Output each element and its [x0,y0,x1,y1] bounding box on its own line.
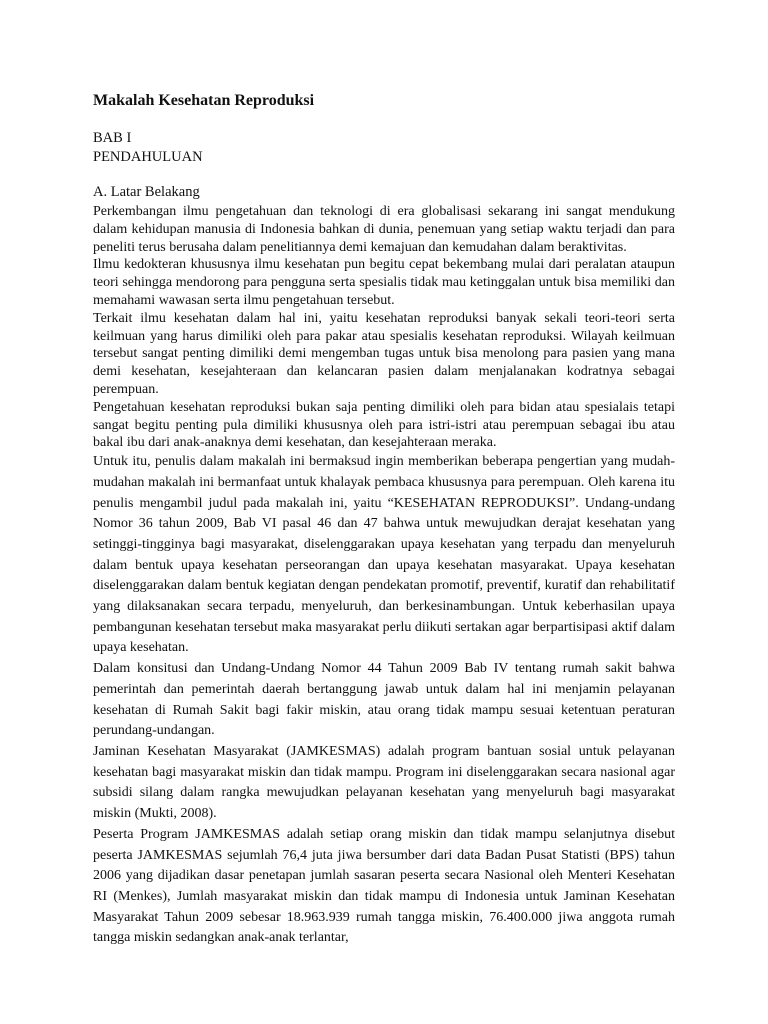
paragraph: Dalam konsitusi dan Undang-Undang Nomor 44 Tahun 2009 Bab IV tentang rumah sakit bahwa pemerintah dan pemerintah daerah bertanggung jawab untuk dalam hal ini menjamin pelayanan kesehatan di Rumah Sakit bagi fakir miskin, atau orang tidak mampu sesuai ketentuan peraturan perundang-undangan. [93,661,675,739]
body-text [93,203,675,949]
document-title: Makalah Kesehatan Reproduksi [93,92,315,109]
paragraph: Pengetahuan kesehatan reproduksi bukan saja penting dimiliki oleh para bidan atau spesialais tetapi sangat begitu penting pula dimiliki khususnya oleh para istri-istri atau perempuan sebagai ibu atau bakal ibu dari anak-anaknya demi kesehatan, dan kesejahteraan meraka. [93,399,675,451]
paragraph: Untuk itu, penulis dalam makalah ini bermaksud ingin memberikan beberapa pengertian yang mudah-mudahan makalah ini bermanfaat untuk khalayak pembaca khususnya para perempuan. Oleh karena itu penulis mengambil judul pada makalah ini, yaitu “KESEHATAN REPRODUKSI”. Undang-undang Nomor 36 tahun 2009, Bab VI pasal 46 dan 47 bahwa untuk mewujudkan derajat kesehatan yang setinggi-tingginya bagi masyarakat, diselenggarakan upaya kesehatan yang terpadu dan menyeluruh dalam bentuk upaya kesehatan perseorangan dan upaya kesehatan masyarakat. Upaya kesehatan diselenggarakan dalam bentuk kegiatan dengan pendekatan promotif, preventif, kuratif dan rehabilitatif yang dilaksanakan secara terpadu, menyeluruh, dan berkesinambungan. Untuk keberhasilan upaya pembangunan kesehatan tersebut maka masyarakat perlu diikuti sertakan agar berpartisipasi aktif dalam upaya kesehatan. [93,454,675,656]
paragraph: Ilmu kedokteran khususnya ilmu kesehatan pun begitu cepat bekembang mulai dari peralatan ataupun teori sehingga mendorong para pengguna serta spesialis tidak mau ketinggalan untuk bisa memiliki dan memahami wawasan serta ilmu pengetahuan tersebut. [93,257,675,308]
section-heading: A. Latar Belakang [93,184,200,200]
chapter-title: PENDAHULUAN [93,149,203,165]
chapter-label: BAB I [93,130,132,146]
paragraph: Perkembangan ilmu pengetahuan dan teknologi di era globalisasi sekarang ini sangat mendukung dalam kehidupan manusia di Indonesia bahkan di dunia, penemuan yang setiap waktu terjadi dan para peneliti terus berusaha dalam penelitiannya demi kemajuan dan kemudahan dalam beraktivitas. [93,204,675,255]
paragraph: Terkait ilmu kesehatan dalam hal ini, yaitu kesehatan reproduksi banyak sekali teori-teori serta keilmuan yang harus dimiliki oleh para pakar atau spesialis kesehatan reproduksi. Wilayah keilmuan tersebut sangat penting dimiliki demi mengemban tugas untuk bisa menolong para pasien yang mana demi kesehatan, kesejahteraan dan kelancaran pasien dalam menjalanakan kodratnya sebagai perempuan. [93,310,675,397]
paragraph: Peserta Program JAMKESMAS adalah setiap orang miskin dan tidak mampu selanjutnya disebut peserta JAMKESMAS sejumlah 76,4 juta jiwa bersumber dari data Badan Pusat Statisti (BPS) tahun 2006 yang dijadikan dasar penetapan jumlah sasaran peserta secara Nasional oleh Menteri Kesehatan RI (Menkes), Jumlah masyarakat miskin dan tidak mampu di Indonesia untuk Jaminan Kesehatan Masyarakat Tahun 2009 sebesar 18.963.939 rumah tangga miskin, 76.400.000 jiwa anggota rumah tangga miskin sedangkan anak-anak terlantar, [93,826,675,946]
paragraph: Jaminan Kesehatan Masyarakat (JAMKESMAS) adalah program bantuan sosial untuk pelayanan kesehatan bagi masyarakat miskin dan tidak mampu. Program ini diselenggarakan secara nasional agar subsidi silang dalam rangka mewujudkan pelayanan kesehatan yang menyeluruh bagi masyarakat miskin (Mukti, 2008). [93,744,675,822]
